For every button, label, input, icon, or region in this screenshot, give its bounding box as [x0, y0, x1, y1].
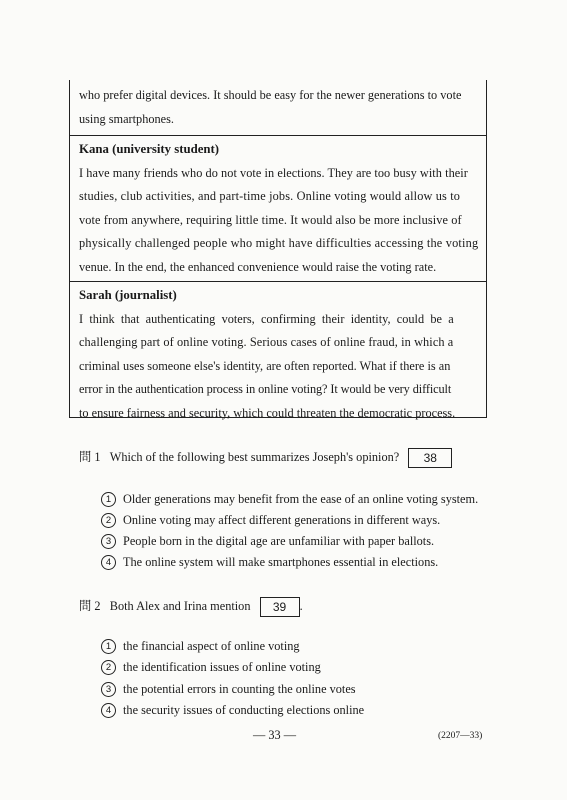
text-line: I have many friends who do not vote in elections. They are too busy with their	[79, 165, 468, 180]
opinion-text	[79, 284, 479, 426]
text-line: using smartphones.	[79, 111, 174, 126]
circled-number: 3	[101, 534, 116, 549]
option-q2-1[interactable]	[101, 636, 300, 656]
question-number: 問 2	[79, 599, 101, 613]
circled-number: 1	[101, 492, 116, 507]
option-q1-1[interactable]	[101, 489, 478, 509]
circled-number: 2	[101, 660, 116, 675]
circled-number: 1	[101, 639, 116, 654]
option-q1-4[interactable]	[101, 552, 438, 572]
speaker-name: Kana (university student)	[79, 142, 220, 156]
text-line: error in the authentication process in online voting? It would be very difficult	[79, 382, 452, 397]
circled-number: 4	[101, 555, 116, 570]
question-1	[79, 447, 452, 468]
question-text: Both Alex and Irina mention	[109, 599, 251, 613]
text-line: studies, club activities, and part-time jobs. Online voting would allow us to	[79, 189, 461, 204]
option-text: the security issues of conducting elections online	[123, 703, 365, 717]
text-line: physically challenged people who might have difficulties accessing the voting	[79, 236, 479, 251]
opinion-box-kana	[69, 136, 487, 282]
question-suffix: .	[299, 599, 303, 613]
option-text: Older generations may benefit from the ease of an online voting system.	[123, 492, 479, 506]
text-line: challenging part of online voting. Serious cases of online fraud, in which a	[79, 335, 454, 350]
text-line: to ensure fairness and security, which could threaten the democratic process.	[79, 405, 456, 420]
question-2	[79, 596, 303, 617]
text-line: who prefer digital devices. It should be easy for the newer generations to vote	[79, 88, 462, 102]
option-q2-2[interactable]	[101, 657, 321, 677]
text-line: criminal uses someone else's identity, are often reported. What if there is an	[79, 358, 451, 373]
page-code: (2207—33)	[438, 731, 483, 741]
question-number: 問 1	[79, 450, 101, 464]
option-text: People born in the digital age are unfamiliar with paper ballots.	[123, 534, 435, 548]
text-line: vote from anywhere, requiring little time. It would also be more inclusive of	[79, 212, 462, 227]
speaker-name: Sarah (journalist)	[79, 288, 177, 302]
circled-number: 4	[101, 703, 116, 718]
option-q2-4[interactable]	[101, 700, 364, 720]
text-line: venue. In the end, the enhanced convenience would raise the voting rate.	[79, 259, 437, 274]
page-number: — 33 —	[253, 728, 297, 742]
option-text: the potential errors in counting the online votes	[123, 682, 356, 696]
opinion-text	[79, 138, 479, 280]
option-text: Online voting may affect different generations in different ways.	[123, 513, 441, 527]
option-q2-3[interactable]	[101, 679, 356, 699]
opinion-box-sarah	[69, 282, 487, 418]
option-q1-2[interactable]	[101, 510, 440, 530]
opinion-text	[79, 84, 479, 131]
answer-box: 39	[260, 597, 300, 617]
circled-number: 2	[101, 513, 116, 528]
option-q1-3[interactable]	[101, 531, 434, 551]
circled-number: 3	[101, 682, 116, 697]
opinion-box-continued	[69, 80, 487, 136]
option-text: the financial aspect of online voting	[123, 639, 300, 653]
option-text: The online system will make smartphones essential in elections.	[123, 555, 439, 569]
answer-box: 38	[408, 448, 452, 468]
text-line: I think that authenticating voters, confirming their identity, could be a	[79, 311, 454, 326]
question-text: Which of the following best summarizes Joseph's opinion?	[109, 450, 400, 464]
option-text: the identification issues of online voting	[123, 660, 321, 674]
